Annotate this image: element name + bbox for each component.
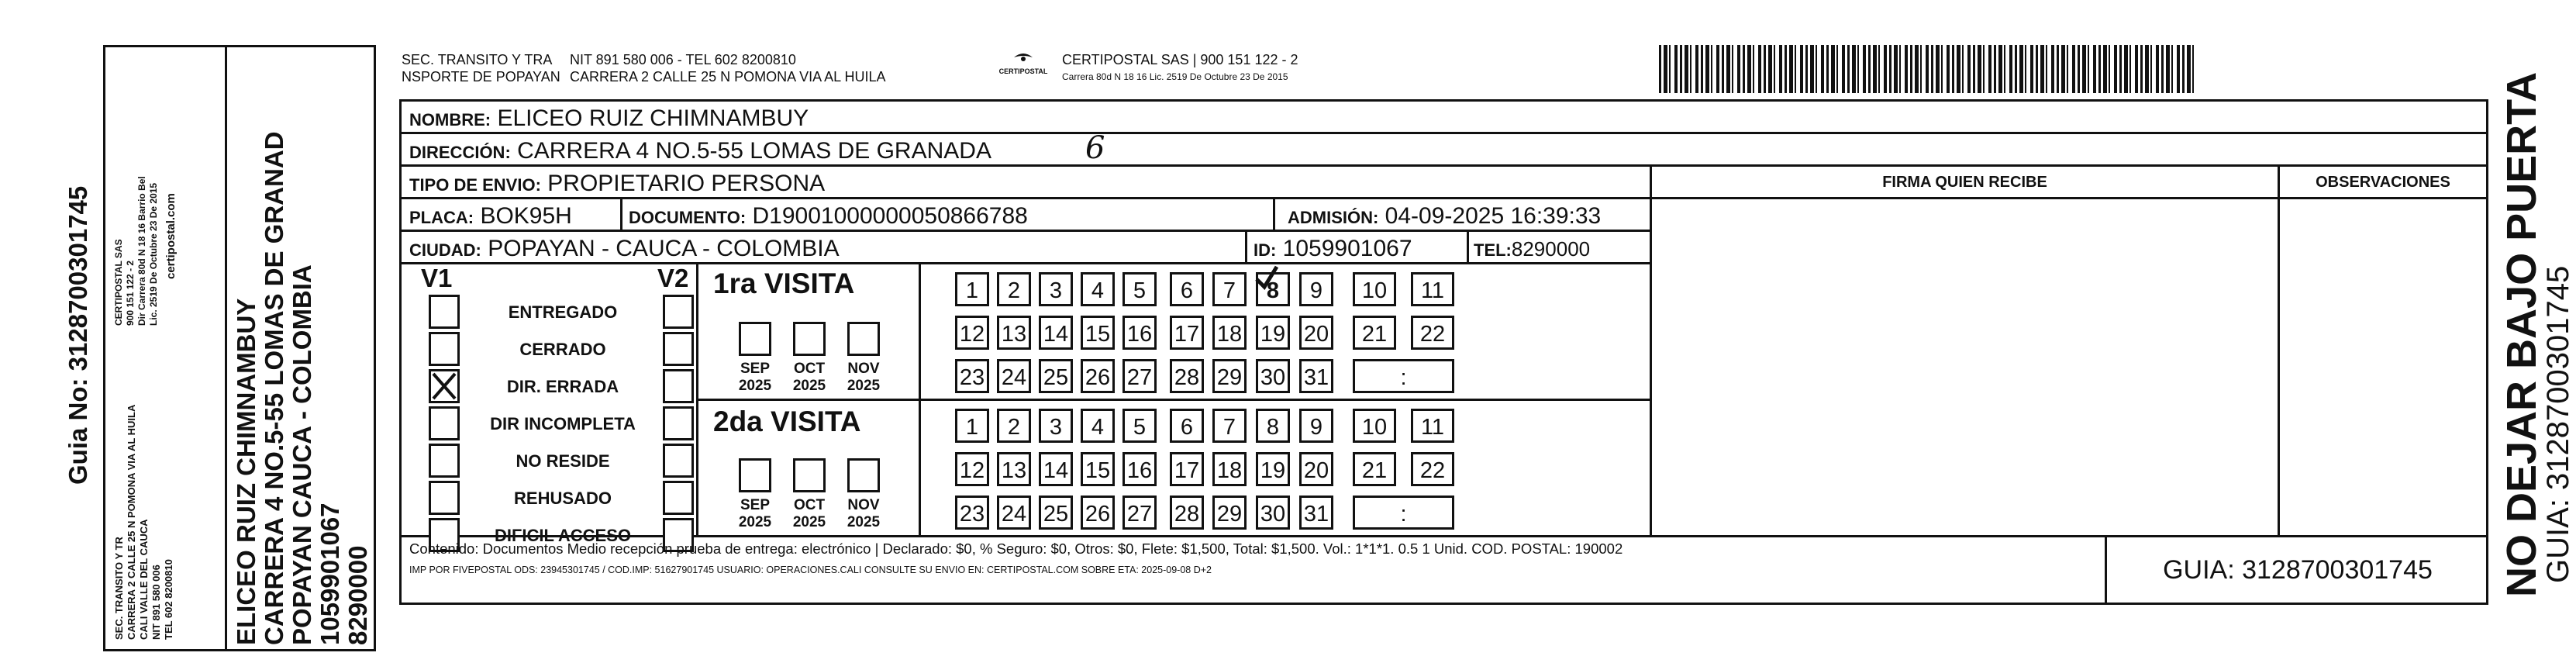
month-checkbox[interactable]: [739, 322, 771, 356]
status-option-label: DIR INCOMPLETA: [490, 414, 636, 433]
nombre-value: ELICEO RUIZ CHIMNAMBUY: [497, 105, 809, 131]
stub-sender-block: SEC. TRANSITO Y TR CARRERA 2 CALLE 25 N POMONA VIA AL HUILA CALI VALLE DEL CAUCA NIT 891 580 006 TEL 602 8200810: [113, 404, 174, 640]
day-box[interactable]: 29: [1212, 496, 1247, 530]
day-box[interactable]: 19: [1256, 452, 1290, 486]
footer-guia-box: GUIA: 3128700301745: [2105, 535, 2488, 605]
month-label: OCT 2025: [792, 497, 826, 530]
day-box[interactable]: 28: [1170, 359, 1204, 393]
day-box[interactable]: 21: [1353, 316, 1396, 350]
barcode: [1659, 45, 2194, 93]
day-box[interactable]: 24: [997, 359, 1031, 393]
day-box[interactable]: 29: [1212, 359, 1247, 393]
day-box[interactable]: 17: [1170, 316, 1204, 350]
day-box[interactable]: 13: [997, 316, 1031, 350]
month-label: OCT 2025: [792, 361, 826, 394]
observaciones-column: [2278, 199, 2280, 535]
day-box[interactable]: 5: [1122, 409, 1157, 443]
side-guia-number: GUIA: 3128700301745: [2541, 265, 2575, 583]
day-box[interactable]: 25: [1039, 496, 1073, 530]
day-box[interactable]: 15: [1081, 452, 1115, 486]
day-box[interactable]: 11: [1411, 409, 1454, 443]
second-visit-heading: 2da VISITA: [713, 406, 861, 437]
day-box[interactable]: 28: [1170, 496, 1204, 530]
day-box[interactable]: 31: [1299, 496, 1333, 530]
day-box[interactable]: 9: [1299, 409, 1333, 443]
header-sender: SEC. TRANSITO Y TRA NSPORTE DE POPAYAN: [402, 52, 560, 85]
firma-header: FIRMA QUIEN RECIBE: [1650, 167, 2278, 199]
day-box[interactable]: 6: [1170, 409, 1204, 443]
placa-cell: PLACA: BOK95H: [409, 203, 572, 229]
day-box[interactable]: 7: [1212, 409, 1247, 443]
day-box[interactable]: 10: [1353, 272, 1396, 306]
stub-guia-number: Guia No: 3128700301745: [64, 185, 92, 485]
v1-checkbox[interactable]: [429, 481, 460, 515]
day-box[interactable]: 26: [1081, 359, 1115, 393]
day-box[interactable]: 16: [1122, 452, 1157, 486]
v1-checkbox[interactable]: [429, 406, 460, 440]
v2-checkbox[interactable]: [663, 406, 694, 440]
day-box[interactable]: 5: [1122, 272, 1157, 306]
stub-web: certipostal.com: [164, 193, 178, 279]
day-box[interactable]: 17: [1170, 452, 1204, 486]
day-box[interactable]: 20: [1299, 316, 1333, 350]
day-box[interactable]: 1: [955, 272, 989, 306]
header-nit: NIT 891 580 006 - TEL 602 8200810 CARRERA 2 CALLE 25 N POMONA VIA AL HUILA: [570, 52, 886, 85]
month-checkbox[interactable]: [847, 322, 880, 356]
day-box[interactable]: 14: [1039, 316, 1073, 350]
day-box[interactable]: 7: [1212, 272, 1247, 306]
day-box[interactable]: 30: [1256, 496, 1290, 530]
month-label: SEP 2025: [738, 361, 772, 394]
day-box[interactable]: 18: [1212, 316, 1247, 350]
footer-contenido: Contenido: Documentos Medio recepción prueba de entrega: electrónico | Declarado: $0, % Seguro: $0, Otros: $0, Flete: $1,500, Total: $1,500. Vol.: 1*1*1. 0.5 1 Unid. COD. POSTAL: 190002: [409, 540, 1623, 557]
status-option-label: CERRADO: [519, 340, 606, 359]
day-box[interactable]: 18: [1212, 452, 1247, 486]
v2-checkbox[interactable]: [663, 369, 694, 403]
stub-certipostal-block: CERTIPOSTAL SAS 900 151 122 - 2 Dir Carrera 80d N 18 16 Barrio Bel Lic. 2519 De Octubre 23 De 2015: [113, 176, 159, 326]
time-box[interactable]: :: [1353, 359, 1454, 393]
day-box[interactable]: 8: [1256, 409, 1290, 443]
day-box[interactable]: 3: [1039, 409, 1073, 443]
status-option-label: DIR. ERRADA: [506, 377, 619, 396]
month-checkbox[interactable]: [793, 458, 826, 492]
stub-divider: [225, 45, 227, 651]
firma-column: [1650, 199, 1652, 535]
documento-cell: DOCUMENTO: D19001000000050866788: [620, 199, 1028, 232]
day-box[interactable]: 8: [1256, 272, 1290, 306]
first-visit-heading: 1ra VISITA: [713, 268, 855, 299]
month-label: SEP 2025: [738, 497, 772, 530]
certipostal-logo: CERTIPOSTAL: [996, 51, 1050, 75]
day-box[interactable]: 23: [955, 496, 989, 530]
v1-checkbox[interactable]: [429, 444, 460, 478]
footer-imp: IMP POR FIVEPOSTAL ODS: 23945301745 / COD.IMP: 51627901745 USUARIO: OPERACIONES.CALI CONSULTE SU ENVIO EN: CERTIPOSTAL.COM SOBRE ETA: 2025-09-08 D+2: [409, 565, 1212, 575]
v2-checkbox[interactable]: [663, 332, 694, 366]
logo-icon: [1012, 51, 1035, 64]
handwritten-mark: 6: [1085, 130, 1105, 166]
day-box[interactable]: 20: [1299, 452, 1333, 486]
day-box[interactable]: 2: [997, 272, 1031, 306]
ciudad-cell: CIUDAD: POPAYAN - CAUCA - COLOMBIA: [409, 236, 840, 261]
status-option-label: ENTREGADO: [508, 302, 618, 322]
day-box[interactable]: 12: [955, 452, 989, 486]
day-box[interactable]: 26: [1081, 496, 1115, 530]
day-box[interactable]: 30: [1256, 359, 1290, 393]
day-box[interactable]: 15: [1081, 316, 1115, 350]
row-nombre: NOMBRE: ELICEO RUIZ CHIMNAMBUY: [402, 102, 2486, 134]
day-box[interactable]: 31: [1299, 359, 1333, 393]
day-box[interactable]: 19: [1256, 316, 1290, 350]
day-box[interactable]: 23: [955, 359, 989, 393]
month-checkbox[interactable]: [739, 458, 771, 492]
day-box[interactable]: 12: [955, 316, 989, 350]
tel-cell: TEL:8290000: [1467, 232, 1590, 264]
day-box[interactable]: 14: [1039, 452, 1073, 486]
day-box[interactable]: 9: [1299, 272, 1333, 306]
visit-divider-h: [698, 399, 1650, 401]
admision-cell: ADMISIÓN: 04-09-2025 16:39:33: [1273, 199, 1601, 232]
month-label: NOV 2025: [847, 497, 881, 530]
day-box[interactable]: 21: [1353, 452, 1396, 486]
day-box[interactable]: 22: [1411, 316, 1454, 350]
no-dejar-bajo-puerta: NO DEJAR BAJO PUERTA: [2498, 71, 2545, 597]
day-box[interactable]: 24: [997, 496, 1031, 530]
day-box[interactable]: 13: [997, 452, 1031, 486]
day-box[interactable]: 1: [955, 409, 989, 443]
row-placa: [402, 199, 1650, 232]
row-ciudad: [402, 232, 1650, 264]
day-box[interactable]: 2: [997, 409, 1031, 443]
stub-recipient-block: ELICEO RUIZ CHIMNAMBUY CARRERA 4 NO.5-55 LOMAS DE GRANAD POPAYAN CAUCA - COLOMBIA 1059901067 8290000: [232, 131, 372, 645]
day-box[interactable]: 22: [1411, 452, 1454, 486]
status-option-label: NO RESIDE: [516, 451, 610, 471]
month-checkbox[interactable]: [793, 322, 826, 356]
day-box[interactable]: 6: [1170, 272, 1204, 306]
v1-checkbox[interactable]: [429, 295, 460, 329]
x-mark-icon: [431, 371, 457, 401]
observaciones-header: OBSERVACIONES: [2278, 167, 2486, 199]
header-certipostal: CERTIPOSTAL SAS | 900 151 122 - 2 Carrera 80d N 18 16 Lic. 2519 De Octubre 23 De 2015: [1062, 52, 1298, 82]
month-checkbox[interactable]: [847, 458, 880, 492]
id-cell: ID: 1059901067: [1245, 232, 1412, 264]
v2-checkbox[interactable]: [663, 481, 694, 515]
status-option-label: DIFICIL ACCESO: [494, 526, 631, 545]
tipo-value: PROPIETARIO PERSONA: [547, 171, 826, 196]
check-mark-icon: [1254, 264, 1280, 290]
row-direccion: DIRECCIÓN: CARRERA 4 NO.5-55 LOMAS DE GRANADA: [402, 134, 2486, 167]
row-tipo: TIPO DE ENVIO: PROPIETARIO PERSONA: [402, 167, 1650, 199]
day-box[interactable]: 4: [1081, 409, 1115, 443]
v1-checkbox[interactable]: [429, 332, 460, 366]
direccion-value: CARRERA 4 NO.5-55 LOMAS DE GRANADA: [517, 138, 991, 164]
day-box[interactable]: 25: [1039, 359, 1073, 393]
day-box[interactable]: 11: [1411, 272, 1454, 306]
day-box[interactable]: 3: [1039, 272, 1073, 306]
v2-checkbox[interactable]: [663, 444, 694, 478]
day-box[interactable]: 27: [1122, 359, 1157, 393]
month-label: NOV 2025: [847, 361, 881, 394]
time-box[interactable]: :: [1353, 496, 1454, 530]
v2-checkbox[interactable]: [663, 295, 694, 329]
day-box[interactable]: 4: [1081, 272, 1115, 306]
v2-label: V2: [657, 264, 689, 292]
v1-checkbox[interactable]: [429, 369, 460, 403]
status-option-label: REHUSADO: [514, 489, 612, 508]
v1-label: V1: [421, 264, 453, 292]
day-box[interactable]: 27: [1122, 496, 1157, 530]
day-box[interactable]: 10: [1353, 409, 1396, 443]
day-box[interactable]: 16: [1122, 316, 1157, 350]
